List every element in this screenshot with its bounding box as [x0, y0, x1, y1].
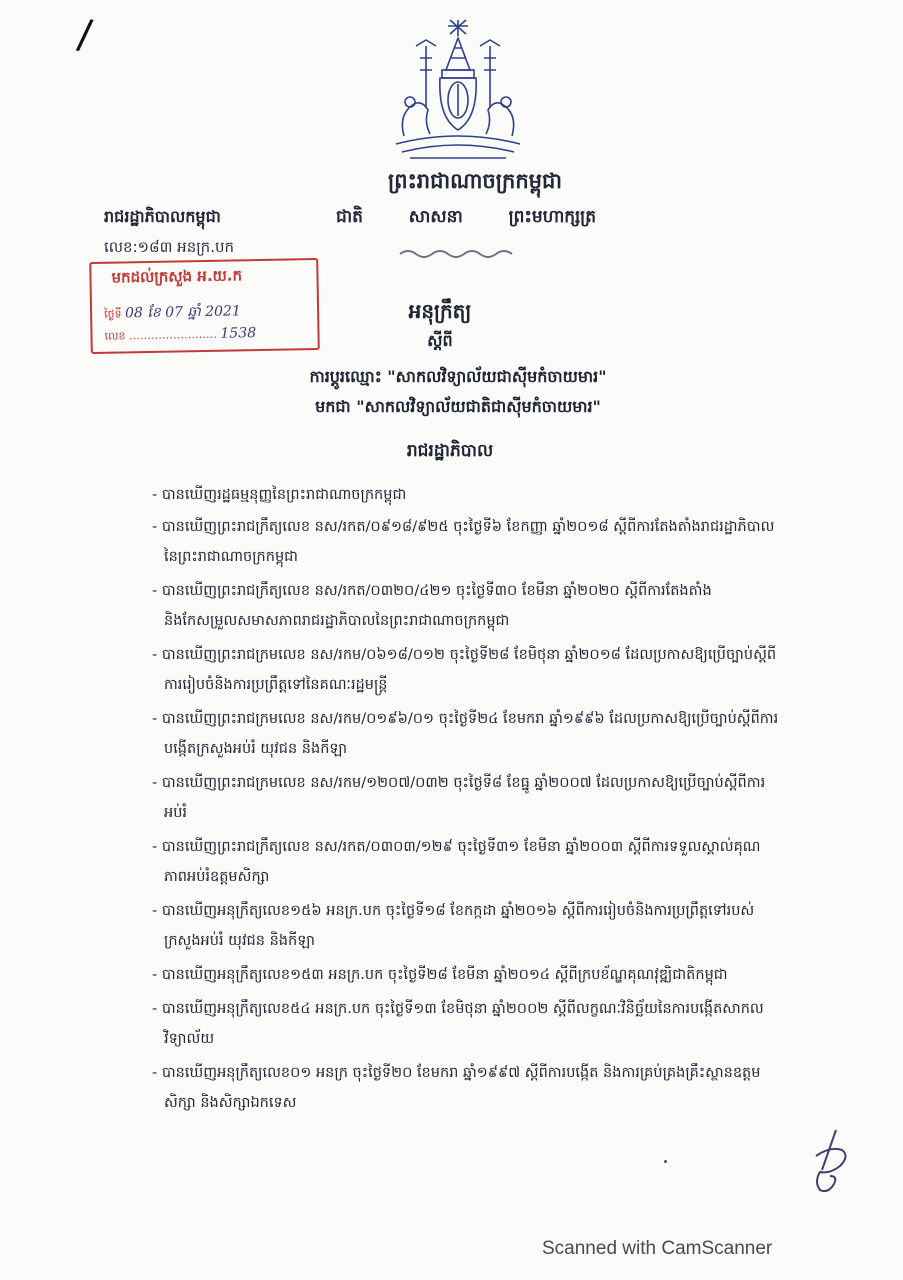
corner-slash-mark: /: [74, 11, 95, 59]
received-stamp: [89, 258, 320, 354]
list-item: - បានឃើញអនុក្រឹត្យលេខ០១ អនក្រ ចុះថ្ងៃទី២០ ខែមករា ឆ្នាំ១៩៩៧ ស្តីពីការបង្កើត និងការគ្រប់គ្រងគ្រឹះស្ថានឧត្តមសិក្សា និងសិក្សាឯកទេស: [152, 1065, 761, 1111]
motto-nation: ជាតិ: [336, 207, 363, 227]
stamp-date-value: 08 ខែ 07 ឆ្នាំ 2021: [124, 303, 241, 322]
list-item: - បានឃើញព្រះរាជក្រមលេខ នស/រកម/១២០៧/០៣២ ចុះថ្ងៃទី៨ ខែធ្នូ ឆ្នាំ២០០៧ ដែលប្រកាសឱ្យប្រើច្បាប់ស្តីពីការអប់រំ: [152, 775, 766, 821]
issuer-heading: រាជរដ្ឋាភិបាល: [406, 441, 494, 461]
issuing-authority: រាជរដ្ឋាភិបាលកម្ពុជា: [104, 207, 221, 226]
list-item: - បានឃើញអនុក្រឹត្យលេខ១៥៦ អនក្រ.បក ចុះថ្ងៃទី១៨ ខែកក្កដា ឆ្នាំ២០១៦ ស្តីពីការរៀបចំនិងការប្រព្រឹត្តទៅរបស់ក្រសួងអប់រំ យុវជន និងកីឡា: [152, 903, 755, 949]
subject-line-2: មកជា "សាកលវិទ្យាល័យជាតិជាស៊ីមកំចាយមារ": [315, 397, 601, 416]
subject-line-1: ការប្តូរឈ្មោះ "សាកលវិទ្យាល័យជាស៊ីមកំចាយមារ": [309, 367, 607, 386]
about-label: ស្តីពី: [427, 331, 453, 350]
list-item: - បានឃើញព្រះរាជក្រមលេខ នស/រកម/០៦១៨/០១២ ចុះថ្ងៃទី២៨ ខែមិថុនា ឆ្នាំ២០១៨ ដែលប្រកាសឱ្យប្រើច្បាប់ស្តីពីការរៀបចំនិងការប្រព្រឹត្តទៅនៃគណៈរដ្ឋមន្ត្រី: [152, 647, 777, 693]
national-motto: [336, 206, 596, 231]
kingdom-heading: ព្រះរាជាណាចក្រកម្ពុជា: [387, 169, 562, 193]
list-item: - បានឃើញអនុក្រឹត្យលេខ៥៤ អនក្រ.បក ចុះថ្ងៃទី១៣ ខែមិថុនា ឆ្នាំ២០០២ ស្តីពីលក្ខណៈវិនិច្ឆ័យនៃការបង្កើតសាកលវិទ្យាល័យ: [152, 1001, 764, 1047]
stamp-date-line: [104, 301, 241, 324]
speck: [664, 1160, 667, 1163]
decorative-divider: [396, 248, 516, 260]
signature-initial-icon: [806, 1126, 852, 1196]
reference-number: លេខ:១៨៣ អនក្រ.បក: [104, 238, 235, 256]
list-item: - បានឃើញព្រះរាជក្រឹត្យលេខ នស/រកត/០៣២០/៤២១ ចុះថ្ងៃទី៣០ ខែមីនា ឆ្នាំ២០២០ ស្តីពីការតែងតាំងនិងកែសម្រួលសមាសភាពរាជរដ្ឋាភិបាលនៃព្រះរាជាណាចក្រកម្ពុជា: [152, 583, 712, 629]
list-item: - បានឃើញរដ្ឋធម្មនុញ្ញនៃព្រះរាជាណាចក្រកម្ពុជា: [152, 487, 407, 503]
list-item: - បានឃើញព្រះរាជក្រឹត្យលេខ នស/រកត/០៩១៨/៩២៥ ចុះថ្ងៃទី៦ ខែកញ្ញា ឆ្នាំ២០១៨ ស្តីពីការតែងតាំងរាជរដ្ឋាភិបាលនៃព្រះរាជាណាចក្រកម្ពុជា: [152, 519, 775, 565]
list-item: - បានឃើញអនុក្រឹត្យលេខ១៥៣ អនក្រ.បក ចុះថ្ងៃទី២៨ ខែមីនា ឆ្នាំ២០១៤ ស្តីពីក្របខ័ណ្ឌគុណវុឌ្ឍិជាតិកម្ពុជា: [152, 967, 728, 983]
list-item: - បានឃើញព្រះរាជក្រមលេខ នស/រកម/០១៩៦/០១ ចុះថ្ងៃទី២៤ ខែមករា ឆ្នាំ១៩៩៦ ដែលប្រកាសឱ្យប្រើច្បាប់ស្តីពីការបង្កើតក្រសួងអប់រំ យុវជន និងកីឡា: [152, 711, 779, 757]
list-item: - បានឃើញព្រះរាជក្រឹត្យលេខ នស/រកត/០៣០៣/១២៩ ចុះថ្ងៃទី៣១ ខែមីនា ឆ្នាំ២០០៣ ស្តីពីការទទួលស្គាល់គុណភាពអប់រំឧត្តមសិក្សា: [152, 839, 761, 885]
motto-religion: សាសនា: [408, 207, 463, 227]
stamp-number-line: លេខ …………………… 1538: [104, 325, 257, 343]
motto-king: ព្រះមហាក្សត្រ: [508, 207, 596, 227]
document-type: អនុក្រឹត្យ: [408, 299, 472, 323]
stamp-number-value: 1538: [220, 325, 257, 342]
scanner-watermark: Scanned with CamScanner: [542, 1238, 773, 1259]
royal-coat-of-arms-icon: [388, 18, 528, 168]
stamp-number-label: លេខ: [104, 329, 126, 343]
stamp-title: មកដល់ក្រសួង អ.យ.ក: [111, 266, 243, 287]
legal-basis-list: [152, 480, 782, 1122]
stamp-date-label: ថ្ងៃទី: [104, 307, 122, 321]
